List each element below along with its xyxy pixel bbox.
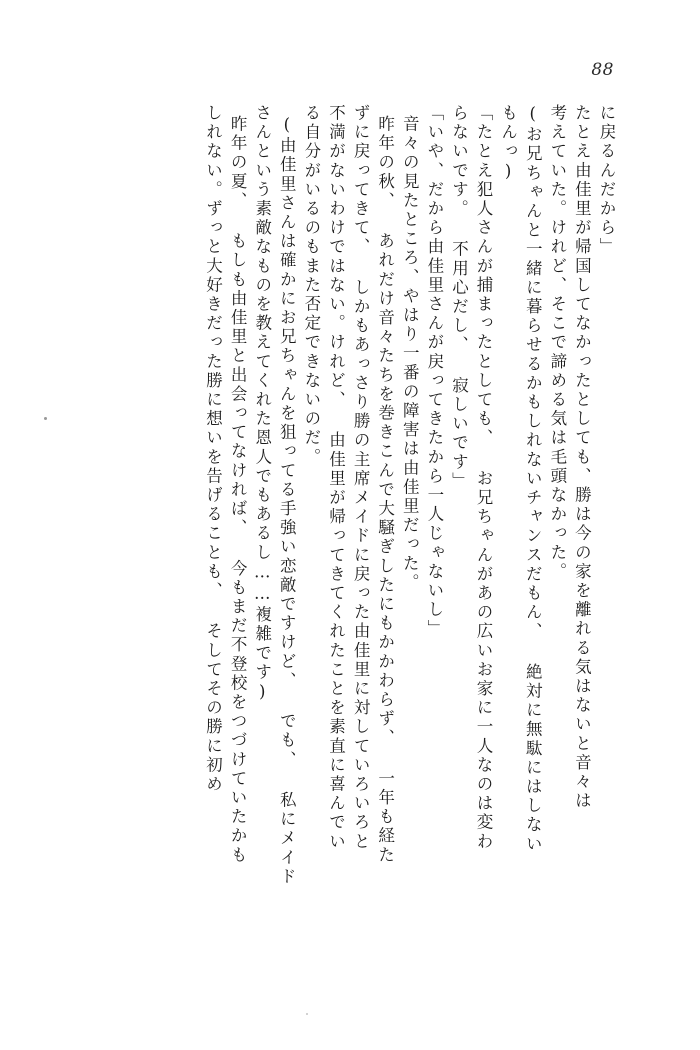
text-line: 昨年の夏、 もしも由佳里と出会ってなければ、 今もまだ不登校をつづけていたかも	[228, 115, 248, 865]
text-line: もんっ)	[498, 104, 518, 183]
text-line: 昨年の秋、 あれだけ音々たちを巻きこんで大騒ぎしたにもかかわらず、 一年も経た	[375, 115, 395, 865]
text-line: 考えていた。けれど、そこで諦める気は毛頭なかった。	[547, 104, 567, 582]
text-line: 「たとえ犯人さんが捕まったとしても、 お兄ちゃんがあの広いお家に一人なのは変わ	[474, 104, 494, 852]
text-line: る自分がいるのもまた否定できないのだ。	[301, 104, 321, 467]
text-line: に戻るんだから」	[597, 104, 616, 257]
text-line: しれない。ずっと大好きだった勝に想いを告げることも、 そしてその勝に初め	[203, 104, 223, 795]
text-line: 不満がないわけではない。けれど、 由佳里が帰ってきてくれたことを素直に喜んでい	[326, 104, 346, 852]
text-line: さんという素敵なものを教えてくれた恩人でもあるし……複雑です)	[252, 104, 272, 704]
scan-speck	[44, 417, 47, 420]
text-line: 「いや、だから由佳里さんが戻ってきたから一人じゃないし」	[424, 104, 444, 639]
vertical-text-body	[72, 104, 614, 984]
page-number: 88	[591, 60, 614, 80]
text-line: 音々の見たところ、やはり一番の障害は由佳里だった。	[400, 115, 420, 593]
text-line: ずに戻ってきて、 しかもあっさり勝の主席メイドに戻った由佳里に対していろいろと	[351, 104, 371, 852]
text-line: (由佳里さんは確かにお兄ちゃんを狙ってる手強い恋敵ですけど、 でも、 私にメイド	[277, 115, 297, 887]
text-line: たとえ由佳里が帰国してなかったとしても、勝は今の家を離れる気はないと音々は	[572, 104, 592, 811]
scan-speck	[306, 1013, 308, 1015]
text-line: らないです。 不用心だし、 寂しいです」	[449, 104, 469, 491]
text-line: (お兄ちゃんと一緒に暮らせるかもしれないチャンスだもん、 絶対に無駄にはしない	[523, 104, 543, 854]
